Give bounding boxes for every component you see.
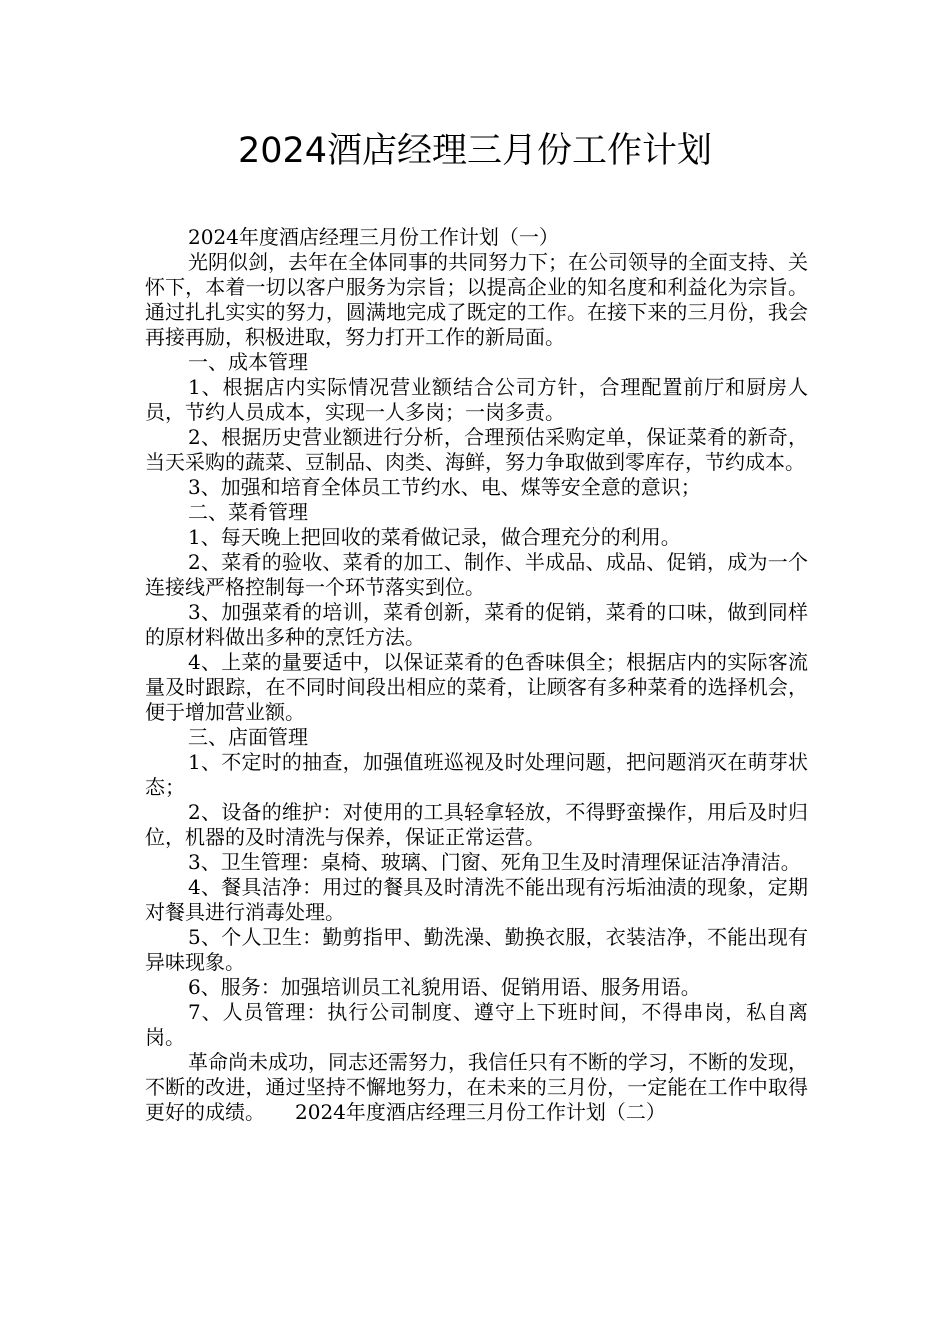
dishes-item-1: 1、每天晚上把回收的菜肴做记录，做合理充分的利用。 [188, 525, 681, 549]
cost-item-3: 3、加强和培育全体员工节约水、电、煤等安全意的意识； [188, 475, 701, 499]
store-item-6: 6、服务：加强培训员工礼貌用语、促销用语、服务用语。 [188, 975, 701, 999]
document-body [145, 225, 808, 1125]
dishes-item-4: 4、上菜的量要适中，以保证菜肴的色香味俱全；根据店内的实际客流量及时跟踪，在不同时间段出相应的菜肴，让顾客有多种菜肴的选择机会，便于增加营业额。 [145, 650, 808, 724]
intro-paragraph: 光阴似剑，去年在全体同事的共同努力下；在公司领导的全面支持、关怀下，本着一切以客户服务为宗旨；以提高企业的知名度和利益化为宗旨。通过扎扎实实的努力，圆满地完成了既定的工作。在接下来的三月份，我会再接再励，积极进取，努力打开工作的新局面。 [145, 250, 808, 349]
store-item-3: 3、卫生管理：桌椅、玻璃、门窗、死角卫生及时清理保证洁净清洁。 [188, 850, 801, 874]
document-title: 2024酒店经理三月份工作计划 [237, 131, 713, 171]
store-item-5: 5、个人卫生：勤剪指甲、勤洗澡、勤换衣服，衣装洁净，不能出现有异味现象。 [145, 925, 808, 974]
dishes-item-3: 3、加强菜肴的培训，菜肴创新，菜肴的促销，菜肴的口味，做到同样的原材料做出多种的烹饪方法。 [145, 600, 808, 649]
cost-item-2: 2、根据历史营业额进行分析，合理预估采购定单，保证菜肴的新奇，当天采购的蔬菜、豆制品、肉类、海鲜，努力争取做到零库存，节约成本。 [145, 425, 808, 474]
dishes-item-2: 2、菜肴的验收、菜肴的加工、制作、半成品、成品、促销，成为一个连接线严格控制每一个环节落实到位。 [145, 550, 808, 599]
closing-paragraph: 革命尚未成功，同志还需努力，我信任只有不断的学习，不断的发现，不断的改进，通过坚持不懈地努力，在未来的三月份，一定能在工作中取得更好的成绩。 2024年度酒店经理三月份工作计划（二） [145, 1050, 808, 1124]
store-item-7: 7、人员管理：执行公司制度、遵守上下班时间，不得串岗，私自离岗。 [145, 1000, 808, 1049]
store-item-4: 4、餐具洁净：用过的餐具及时清洗不能出现有污垢油渍的现象，定期对餐具进行消毒处理。 [145, 875, 808, 924]
store-item-1: 1、不定时的抽查，加强值班巡视及时处理问题，把问题消灭在萌芽状态； [145, 750, 808, 799]
section-heading-store: 三、店面管理 [188, 725, 308, 749]
section-heading-dishes: 二、菜肴管理 [188, 500, 308, 524]
subtitle-paragraph: 2024年度酒店经理三月份工作计划（一） [188, 225, 559, 249]
cost-item-1: 1、根据店内实际情况营业额结合公司方针，合理配置前厅和厨房人员，节约人员成本，实现一人多岗；一岗多责。 [145, 375, 808, 424]
section-heading-cost: 一、成本管理 [188, 350, 308, 374]
store-item-2: 2、设备的维护：对使用的工具轻拿轻放，不得野蛮操作，用后及时归位，机器的及时清洗与保养，保证正常运营。 [145, 800, 808, 849]
